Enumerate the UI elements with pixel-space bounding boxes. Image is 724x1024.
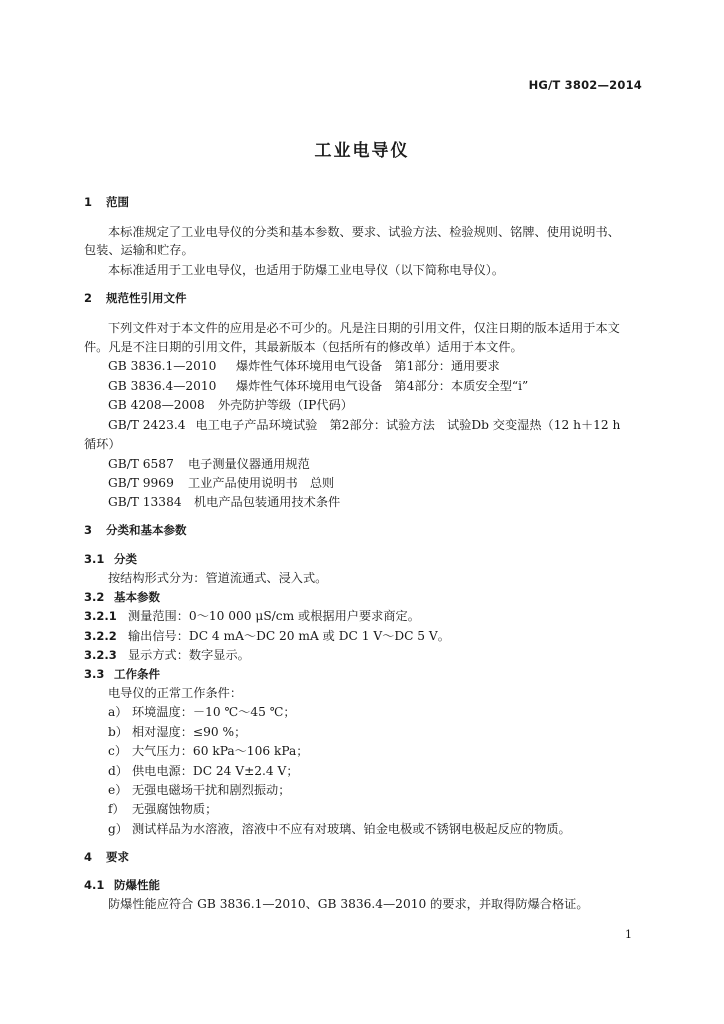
reference-item — [108, 455, 646, 473]
section-heading-4 — [84, 848, 646, 866]
section-number: 3.2 — [84, 590, 105, 604]
standard-code: HG/T 3802—2014 — [528, 78, 642, 92]
reference-item — [108, 474, 646, 492]
list-text: 环境温度：－10 ℃～45 ℃； — [132, 705, 296, 719]
paragraph: 按结构形式分为：管道流通式、浸入式。 — [108, 571, 328, 585]
list-text: 相对湿度：≤90 %； — [132, 725, 247, 739]
list-text: 无强腐蚀物质； — [132, 802, 218, 816]
section-title: 基本参数 — [114, 590, 160, 604]
section-title: 规范性引用文件 — [106, 291, 187, 305]
reference-title: 爆炸性气体环境用电气设备 第1部分：通用要求 — [236, 359, 500, 373]
paragraph: 下列文件对于本文件的应用是必不可少的。凡是注日期的引用文件，仅注日期的版本适用于本文 — [108, 321, 620, 335]
reference-item — [108, 493, 646, 511]
clause-text: 输出信号：DC 4 mA～DC 20 mA 或 DC 1 V～DC 5 V。 — [128, 629, 450, 643]
section-title: 工作条件 — [114, 667, 160, 681]
section-number: 3 — [84, 523, 93, 537]
list-item — [108, 723, 646, 741]
reference-code: GB 3836.4—2010 — [108, 379, 217, 393]
list-text: 大气压力：60 kPa～106 kPa； — [132, 744, 309, 758]
clause-number: 3.2.3 — [84, 648, 117, 662]
clause-text: 测量范围：0～10 000 μS/cm 或根据用户要求商定。 — [128, 609, 420, 623]
clause-number: 3.2.2 — [84, 629, 117, 643]
section-heading-1 — [84, 193, 646, 211]
reference-item — [108, 396, 646, 414]
reference-code: GB 4208—2008 — [108, 398, 205, 412]
reference-code: GB/T 2423.4 — [108, 418, 186, 432]
reference-title: 工业产品使用说明书 总则 — [188, 476, 335, 490]
section-number: 4 — [84, 850, 93, 864]
reference-item — [108, 416, 646, 434]
reference-title: 机电产品包装通用技术条件 — [194, 495, 341, 509]
section-title: 分类和基本参数 — [106, 523, 187, 537]
list-marker: f） — [108, 802, 125, 816]
reference-title: 外壳防护等级（IP代码） — [218, 398, 353, 412]
list-marker: e） — [108, 783, 128, 797]
section-number: 1 — [84, 195, 93, 209]
list-item — [108, 762, 646, 780]
clause-3-2-3 — [84, 646, 646, 664]
section-number: 3.1 — [84, 552, 105, 566]
list-marker: b） — [108, 725, 128, 739]
clause-3-2-1 — [84, 607, 646, 625]
list-item — [108, 703, 646, 721]
subsection-heading-3-1 — [84, 550, 646, 568]
section-heading-3 — [84, 521, 646, 539]
list-item — [108, 781, 646, 799]
section-title: 要求 — [106, 850, 129, 864]
page-number: 1 — [625, 928, 632, 941]
subsection-heading-4-1 — [84, 876, 646, 894]
reference-code: GB/T 13384 — [108, 495, 182, 509]
clause-number: 3.2.1 — [84, 609, 117, 623]
list-item — [108, 742, 646, 760]
reference-title: 电子测量仪器通用规范 — [188, 457, 310, 471]
paragraph: 本标准规定了工业电导仪的分类和基本参数、要求、试验方法、检验规则、铭牌、使用说明书、 — [108, 225, 620, 239]
reference-code: GB/T 9969 — [108, 476, 174, 490]
list-text: 无强电磁场干扰和剧烈振动； — [132, 783, 291, 797]
list-item — [108, 800, 646, 818]
clause-3-2-2 — [84, 627, 646, 645]
subsection-heading-3-2 — [84, 588, 646, 606]
list-text: 供电电源：DC 24 V±2.4 V； — [132, 764, 299, 778]
document-title: 工业电导仪 — [314, 141, 410, 161]
section-title: 分类 — [114, 552, 137, 566]
reference-item — [108, 377, 646, 395]
reference-title: 爆炸性气体环境用电气设备 第4部分：本质安全型“i” — [236, 379, 529, 393]
paragraph: 本标准适用于工业电导仪，也适用于防爆工业电导仪（以下简称电导仪）。 — [108, 263, 505, 277]
paragraph-continuation: 包装、运输和贮存。 — [84, 243, 194, 257]
list-item — [108, 820, 646, 838]
clause-text: 显示方式：数字显示。 — [128, 648, 250, 662]
reference-code: GB 3836.1—2010 — [108, 359, 217, 373]
paragraph-continuation: 件。凡是不注日期的引用文件，其最新版本（包括所有的修改单）适用于本文件。 — [84, 340, 523, 354]
reference-item — [108, 357, 646, 375]
paragraph: 电导仪的正常工作条件： — [108, 686, 243, 700]
list-text: 测试样品为水溶液，溶液中不应有对玻璃、铂金电极或不锈钢电极起反应的物质。 — [132, 822, 571, 836]
subsection-heading-3-3 — [84, 665, 646, 683]
reference-code: GB/T 6587 — [108, 457, 174, 471]
section-number: 3.3 — [84, 667, 105, 681]
reference-title: 电工电子产品环境试验 第2部分：试验方法 试验Db 交变湿热（12 h＋12 h — [195, 418, 621, 432]
paragraph: 防爆性能应符合 GB 3836.1—2010、GB 3836.4—2010 的要求，并取得防爆合格证。 — [108, 897, 589, 911]
section-title: 范围 — [106, 195, 129, 209]
list-marker: c） — [108, 744, 128, 758]
list-marker: g） — [108, 822, 128, 836]
section-heading-2 — [84, 289, 646, 307]
section-title: 防爆性能 — [114, 878, 160, 892]
reference-continuation: 循环） — [84, 437, 121, 451]
list-marker: a） — [108, 705, 128, 719]
list-marker: d） — [108, 764, 128, 778]
section-number: 4.1 — [84, 878, 105, 892]
section-number: 2 — [84, 291, 93, 305]
